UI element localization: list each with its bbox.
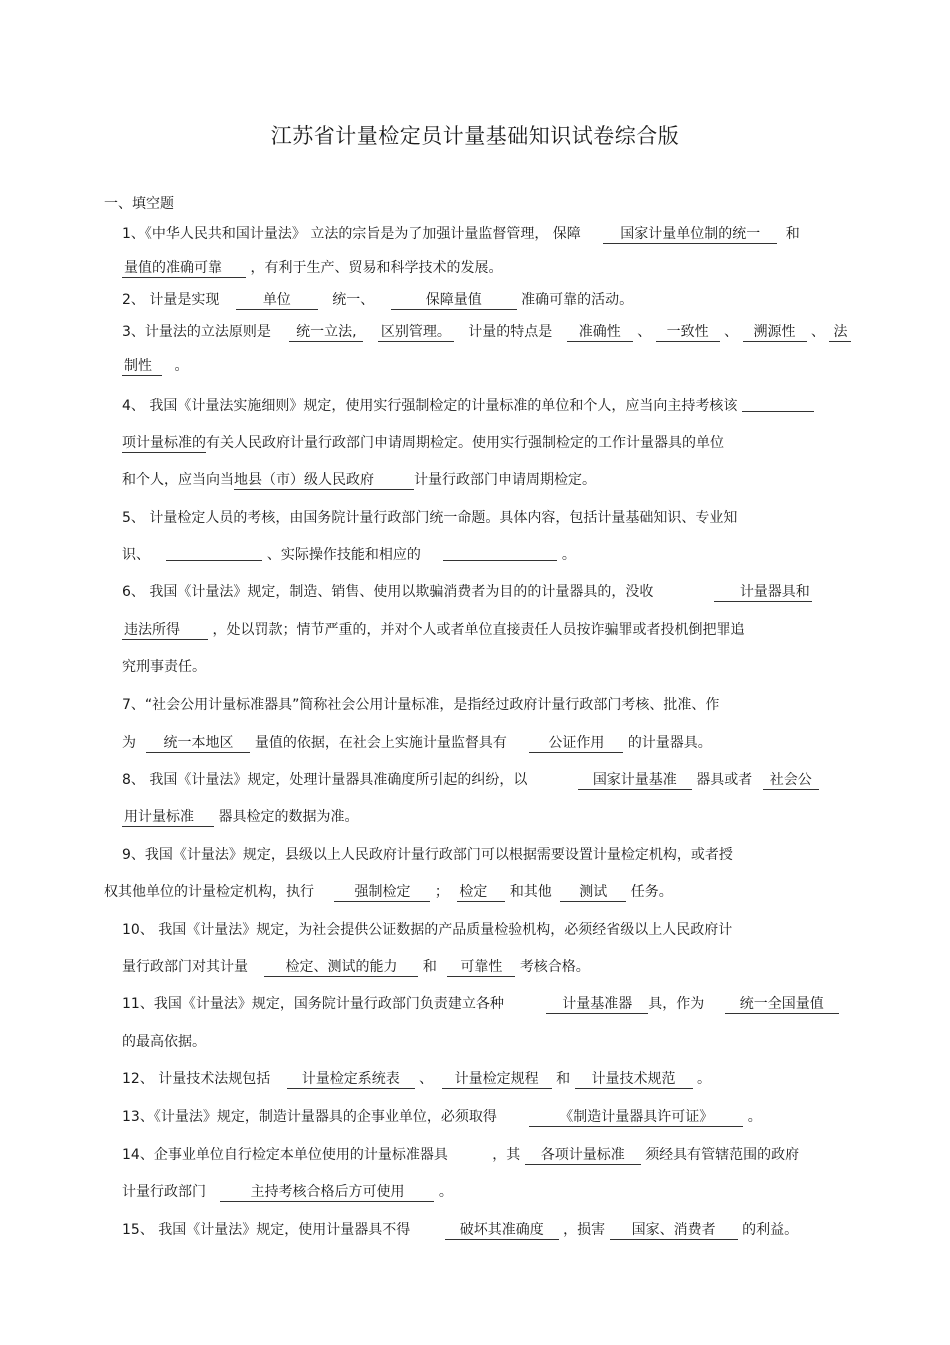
q3-text-c: 。	[174, 358, 189, 374]
q4-answer-2: 地县（市）级人民政府	[234, 471, 414, 490]
q9-answer-2: 检定	[457, 883, 505, 902]
q12-text-a: 12、 计量技术法规包括	[122, 1071, 271, 1087]
question-9-line-1	[122, 845, 733, 865]
question-14-line-2	[122, 1182, 453, 1202]
question-10-line-1	[122, 920, 732, 940]
q10-answer-1: 检定、测试的能力	[264, 958, 418, 977]
q7-text-a: 7、“社会公用计量标准器具”简称社会公用计量标准，是指经过政府计量行政部门考核、批准、作	[122, 697, 720, 713]
q3-answer-3: 准确性	[567, 323, 633, 342]
q3-answer-4: 一致性	[656, 323, 720, 342]
q10-text-c: 和	[422, 959, 437, 975]
q4-text-b: 有关人民政府计量行政部门申请周期检定。使用实行强制检定的工作计量器具的单位	[206, 435, 724, 451]
q3-answer-1: 统一立法,	[289, 323, 363, 342]
q9-text-c: ；	[434, 884, 449, 900]
q15-answer-1: 破坏其准确度	[445, 1221, 559, 1240]
q15-answer-2: 国家、消费者	[610, 1221, 738, 1240]
q4-text-c: 和个人，应当向当	[122, 472, 234, 488]
q9-text-a: 9、我国《计量法》规定，县级以上人民政府计量行政部门可以根据需要设置计量检定机构，或者授	[122, 847, 733, 863]
question-3-line-2	[122, 356, 188, 376]
q14-text-e: 。	[438, 1184, 453, 1200]
q7-answer-2: 公证作用	[529, 734, 623, 753]
q9-answer-1: 强制检定	[334, 883, 430, 902]
question-12	[122, 1069, 711, 1089]
q1-text-b: 和	[785, 226, 800, 242]
question-6-line-2	[122, 620, 744, 640]
question-9-line-2	[104, 882, 673, 902]
q4-text-a: 4、 我国《计量法实施细则》规定，使用实行强制检定的计量标准的单位和个人，应当向主持考核该	[122, 398, 738, 414]
question-7-line-2	[122, 733, 712, 753]
q5-text-d: 。	[561, 547, 576, 563]
q14-text-d: 计量行政部门	[122, 1184, 206, 1200]
question-5-line-1	[122, 508, 737, 528]
q11-text-a: 11、我国《计量法》规定，国务院计量行政部门负责建立各种	[122, 996, 504, 1012]
q7-text-c: 量值的依据，在社会上实施计量监督具有	[254, 735, 507, 751]
q9-text-d: 和其他	[509, 884, 552, 900]
q14-answer-1: 各项计量标准	[525, 1146, 641, 1165]
q8-answer-2: 社会公	[763, 771, 819, 790]
q10-text-b: 量行政部门对其计量	[122, 959, 248, 975]
q8-text-c: 器具检定的数据为准。	[218, 809, 359, 825]
q11-text-c: 的最高依据。	[122, 1034, 206, 1050]
q13-answer-1: 《制造计量器具许可证》	[529, 1108, 743, 1127]
q2-answer-1: 单位	[236, 291, 318, 310]
question-8-line-1	[122, 770, 819, 790]
question-8-line-2	[122, 807, 358, 827]
section-heading: 一、填空题	[104, 196, 174, 212]
q7-answer-1: 统一本地区	[146, 734, 250, 753]
q4-blank	[742, 396, 814, 412]
q12-answer-3: 计量技术规范	[575, 1070, 693, 1089]
question-13	[122, 1107, 762, 1127]
q12-text-b: 和	[556, 1071, 571, 1087]
q1-answer-2: 量值的准确可靠	[122, 259, 246, 278]
q2-answer-2: 保障量值	[391, 291, 517, 310]
q12-answer-2: 计量检定规程	[442, 1070, 552, 1089]
q5-text-c: 、实际操作技能和相应的	[266, 547, 421, 563]
q6-text-b: ，处以罚款；情节严重的，并对个人或者单位直接责任人员按诈骗罪或者投机倒把罪追	[212, 622, 745, 638]
q15-text-a: 15、 我国《计量法》规定，使用计量器具不得	[122, 1222, 411, 1238]
q4-text-d: 计量行政部门申请周期检定。	[414, 472, 596, 488]
q15-text-c: 的利益。	[742, 1222, 799, 1238]
q8-answer-3: 用计量标准	[122, 808, 214, 827]
q14-text-a: 14、企事业单位自行检定本单位使用的计量标准器具	[122, 1147, 448, 1163]
question-14-line-1	[122, 1145, 799, 1165]
q11-text-b: 具，作为	[648, 996, 705, 1012]
q7-text-b: 为	[122, 735, 136, 751]
q3-answer-7: 制性	[122, 357, 162, 376]
question-7-line-1	[122, 695, 719, 715]
q2-text-b: 统一、	[332, 292, 375, 308]
q10-answer-2: 可靠性	[447, 958, 515, 977]
q3-answer-2: 区别管理。	[378, 323, 454, 342]
question-15	[122, 1220, 798, 1240]
question-4-line-1	[122, 396, 814, 416]
question-3-line-1	[122, 322, 851, 342]
q14-text-b: ，其	[492, 1147, 521, 1163]
q8-answer-1: 国家计量基准	[578, 771, 692, 790]
q10-text-a: 10、 我国《计量法》规定，为社会提供公证数据的产品质量检验机构，必须经省级以上人民政府计	[122, 922, 733, 938]
q11-answer-1: 计量基准器	[546, 995, 648, 1014]
question-5-line-2	[122, 545, 576, 565]
q12-sep-1: 、	[419, 1071, 434, 1087]
question-1-line-2	[122, 258, 502, 278]
q3-sep-1: 、	[637, 324, 652, 340]
question-11-line-1	[122, 994, 839, 1014]
q2-text-c: 准确可靠的活动。	[521, 292, 634, 308]
q10-text-d: 考核合格。	[519, 959, 590, 975]
q3-answer-5: 溯源性	[743, 323, 807, 342]
q13-text-a: 13、《计量法》规定，制造计量器具的企事业单位，必须取得	[122, 1109, 497, 1125]
question-4-line-2	[122, 433, 724, 453]
q12-answer-1: 计量检定系统表	[287, 1070, 415, 1089]
q2-text-a: 2、 计量是实现	[122, 292, 220, 308]
q1-text-a: 1、《中华人民共和国计量法》 立法的宗旨是为了加强计量监督管理， 保障	[122, 226, 581, 242]
q15-text-b: ，损害	[563, 1222, 606, 1238]
q14-text-c: 须经具有管辖范围的政府	[645, 1147, 800, 1163]
q9-text-e: 任务。	[630, 884, 673, 900]
q3-text-a: 3、计量法的立法原则是	[122, 324, 271, 340]
q6-text-c: 究刑事责任。	[122, 659, 206, 675]
q3-answer-6: 法	[829, 323, 851, 342]
q6-answer-2: 违法所得	[122, 621, 208, 640]
q12-text-c: 。	[696, 1071, 711, 1087]
q3-text-b: 计量的特点是	[468, 324, 553, 340]
question-11-line-2	[122, 1032, 206, 1052]
document-title: 江苏省计量检定员计量基础知识试卷综合版	[270, 124, 680, 148]
question-10-line-2	[122, 957, 590, 977]
q13-text-b: 。	[747, 1109, 762, 1125]
q3-sep-2: 、	[724, 324, 739, 340]
q9-text-b: 权其他单位的计量检定机构，执行	[104, 884, 314, 900]
q8-text-a: 8、 我国《计量法》规定，处理计量器具准确度所引起的纠纷，以	[122, 772, 528, 788]
q6-text-a: 6、 我国《计量法》规定，制造、销售、使用以欺骗消费者为目的的计量器具的，没收	[122, 584, 654, 600]
q5-blank-2	[443, 545, 557, 561]
question-1-line-1	[122, 224, 800, 244]
q5-text-b: 识、	[122, 547, 150, 563]
q9-answer-3: 测试	[560, 883, 626, 902]
q3-sep-3: 、	[811, 324, 825, 340]
q7-text-d: 的计量器具。	[627, 735, 712, 751]
q14-answer-2: 主持考核合格后方可使用	[220, 1183, 434, 1202]
q11-answer-2: 统一全国量值	[725, 995, 839, 1014]
q5-text-a: 5、 计量检定人员的考核，由国务院计量行政部门统一命题。具体内容，包括计量基础知识、专业知	[122, 510, 738, 526]
q1-text-c: ，有利于生产、贸易和科学技术的发展。	[250, 260, 503, 276]
q6-answer-1: 计量器具和	[714, 583, 812, 602]
question-2	[122, 290, 633, 310]
question-6-line-1	[122, 582, 812, 602]
q4-answer-1: 项计量标准的	[122, 435, 206, 451]
q8-text-b: 器具或者	[696, 772, 753, 788]
q5-blank-1	[166, 545, 262, 561]
question-4-line-3	[122, 470, 596, 490]
question-6-line-3	[122, 657, 206, 677]
q1-answer-1: 国家计量单位制的统一	[603, 225, 777, 244]
